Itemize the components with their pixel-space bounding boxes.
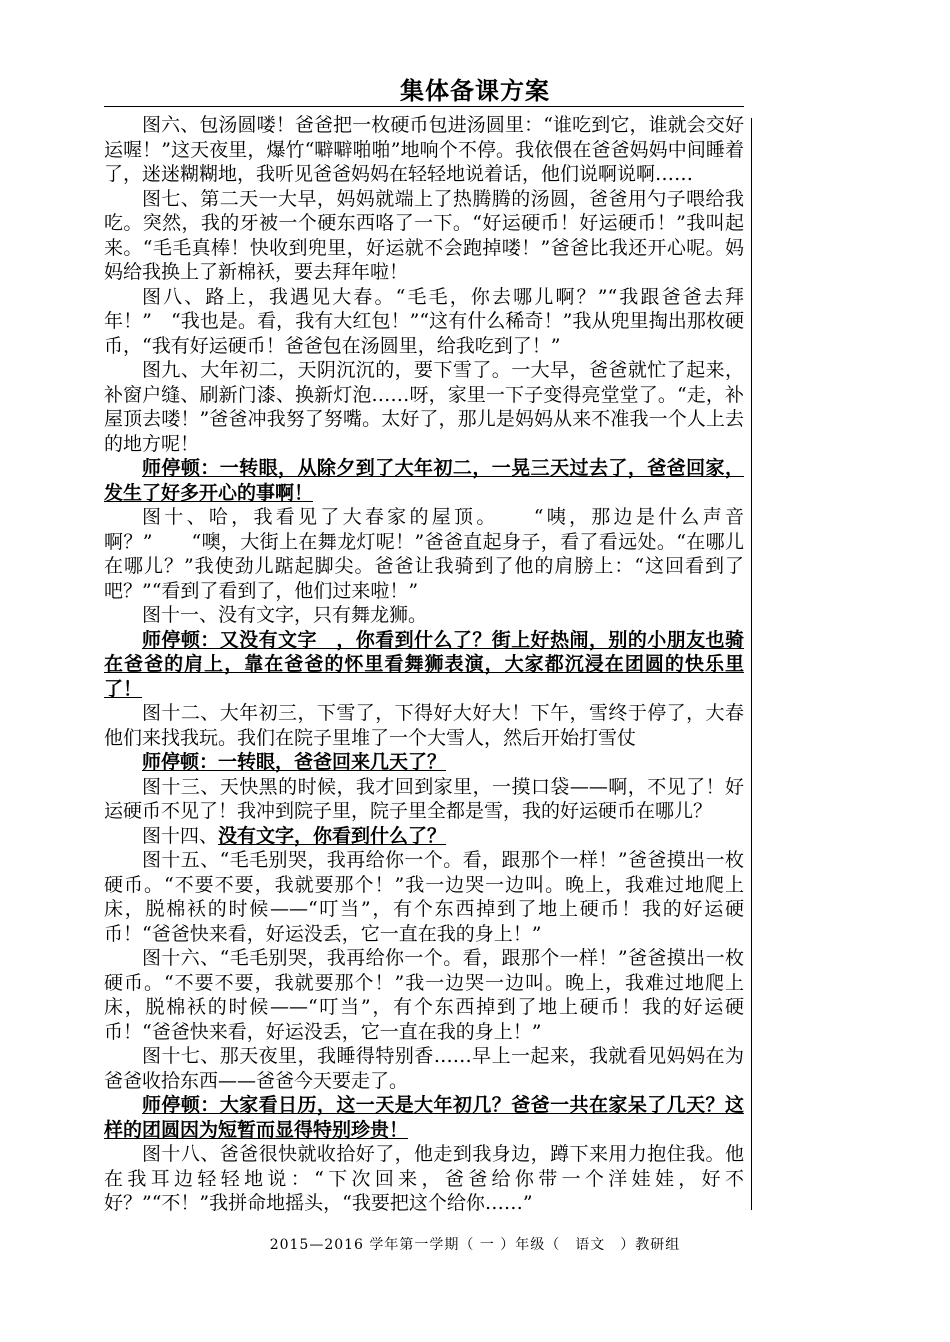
page-footer: 2015—2016 学年第一学期（ 一 ）年级（ 语文 ）教研组	[269, 1237, 681, 1253]
paragraph-picture-18: 图十八、爸爸很快就收拾好了，他走到我身边，蹲下来用力抱住我。他在我耳边轻轻地说：“下次回来，爸爸给你带一个洋娃娃，好不好？”“不！”我拼命地摇头，“我要把这个给你……”	[104, 1143, 744, 1214]
paragraph-picture-15: 图十五、“毛毛别哭，我再给你一个。看，跟那个一样！”爸爸摸出一枚硬币。“不要不要，我就要那个！”我一边哭一边叫。晚上，我难过地爬上床，脱棉袄的时候——“叮当”，有个东西掉到了地上硬币！我的好运硬币！“爸爸快来看，好运没丢，它一直在我的身上！”	[104, 849, 744, 945]
paragraph-picture-6: 图六、包汤圆喽！爸爸把一枚硬币包进汤圆里：“谁吃到它，谁就会交好运喔！”这天夜里，爆竹“噼噼啪啪”地响个不停。我依偎在爸爸妈妈中间睡着了，迷迷糊糊地，我听见爸爸妈妈在轻轻地说着话，他们说啊说啊……	[104, 114, 744, 185]
paragraph-picture-14	[104, 824, 744, 849]
teacher-pause-text: 师停顿：大家看日历，这一天是大年初几？爸爸一共在家呆了几天？这样的团圆因为短暂而显得特别珍贵！	[104, 1094, 744, 1141]
teacher-pause-note	[104, 750, 744, 775]
teacher-pause-note	[104, 628, 744, 702]
paragraph-picture-16: 图十六、“毛毛别哭，我再给你一个。看，跟那个一样！”爸爸摸出一枚硬币。“不要不要，我就要那个！”我一边哭一边叫。晚上，我难过地爬上床，脱棉袄的时候——“叮当”，有个东西掉到了地上硬币！我的好运硬币！“爸爸快来看，好运没丢，它一直在我的身上！”	[104, 947, 744, 1043]
picture-14-prompt: 没有文字，你看到什么了？	[218, 824, 447, 847]
paragraph-picture-7: 图七、第二天一大早，妈妈就端上了热腾腾的汤圆，爸爸用勺子喂给我吃。突然，我的牙被一个硬东西咯了一下。“好运硬币！好运硬币！”我叫起来。“毛毛真棒！快收到兜里，好运就不会跑掉喽！”爸爸比我还开心呢。妈妈给我换上了新棉袄，要去拜年啦！	[104, 187, 744, 283]
teacher-pause-text: 师停顿：又没有文字 ，你看到什么了？街上好热闹，别的小朋友也骑在爸爸的肩上，靠在爸爸的怀里看舞狮表演，大家都沉浸在团圆的快乐里了！	[104, 628, 744, 700]
paragraph-picture-8: 图八、路上，我遇见大春。“毛毛，你去哪儿啊？”“我跟爸爸去拜年！” “我也是。看，我有大红包！”“这有什么稀奇！”我从兜里掏出那枚硬币，“我有好运硬币！爸爸包在汤圆里，给我吃到了！”	[104, 285, 744, 357]
teacher-pause-note	[104, 456, 744, 505]
paragraph-picture-11: 图十一、没有文字，只有舞龙狮。	[142, 604, 428, 626]
picture-14-label: 图十四、	[142, 824, 219, 847]
teacher-pause-text: 师停顿：一转眼，从除夕到了大年初二，一晃三天过去了，爸爸回家，发生了好多开心的事啊！	[104, 457, 744, 504]
paragraph-picture-17: 图十七、那天夜里，我睡得特别香……早上一起来，我就看见妈妈在为爸爸收拾东西——爸爸今天要走了。	[104, 1045, 744, 1092]
lesson-plan-body	[104, 113, 744, 1216]
page-title: 集体备课方案	[400, 77, 550, 105]
paragraph-picture-10: 图十、哈，我看见了大春家的屋顶。 “咦，那边是什么声音啊？” “噢，大街上在舞龙灯呢！”爸爸直起身子，看了看远处。“在哪儿在哪儿？”我使劲儿踮起脚尖。爸爸让我骑到了他的肩膀上：“这回看到了吧？”“看到了看到了，他们过来啦！”	[104, 506, 744, 602]
teacher-pause-note	[104, 1093, 744, 1142]
right-border-line	[751, 118, 752, 1210]
paragraph-picture-13: 图十三、天快黑的时候，我才回到家里，一摸口袋——啊，不见了！好运硬币不见了！我冲到院子里，院子里全都是雪，我的好运硬币在哪儿？	[104, 775, 744, 822]
teacher-pause-text: 师停顿：一转眼，爸爸回来几天了？	[142, 751, 447, 773]
paragraph-picture-9: 图九、大年初二，天阴沉沉的，要下雪了。一大早，爸爸就忙了起来，补窗户缝、刷新门漆、换新灯泡……呀，家里一下子变得亮堂堂了。“走，补屋顶去喽！”爸爸冲我努了努嘴。太好了，那儿是妈妈从来不准我一个人上去的地方呢！	[104, 359, 744, 455]
paragraph-picture-12: 图十二、大年初三，下雪了，下得好大好大！下午，雪终于停了，大春他们来找我玩。我们在院子里堆了一个大雪人，然后开始打雪仗	[104, 702, 744, 749]
title-divider	[104, 106, 744, 107]
